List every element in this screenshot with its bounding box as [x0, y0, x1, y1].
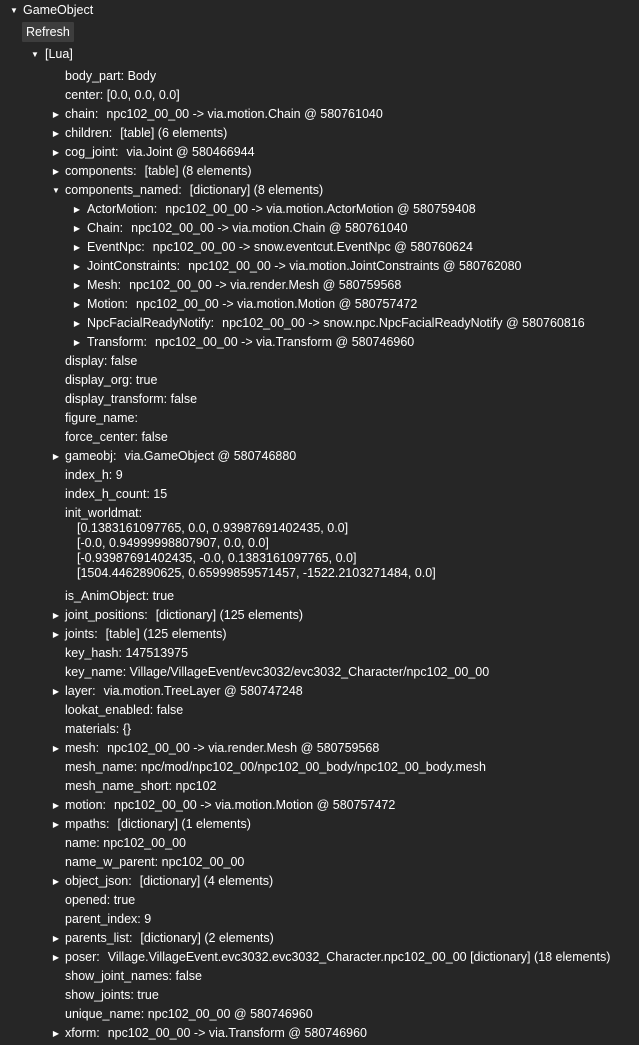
- property-content: lookat_enabled: false: [65, 703, 184, 717]
- property-value: npc102_00_00 -> via.render.Mesh @ 580759568: [107, 741, 380, 755]
- property-value: npc102_00_00 -> snow.npc.NpcFacialReadyNotify @ 580760816: [222, 316, 585, 330]
- property-key: key_name: [65, 665, 123, 679]
- property-content: unique_name: npc102_00_00 @ 580746960: [65, 1007, 313, 1021]
- property-key: materials: [65, 722, 116, 736]
- gameobject-node[interactable]: [8, 1, 93, 20]
- property-content: name_w_parent: npc102_00_00: [65, 855, 245, 869]
- property-value: false: [175, 969, 202, 983]
- collapsed-arrow-icon: ▶: [73, 262, 81, 271]
- collapsed-arrow-icon: ▶: [73, 224, 81, 233]
- property-value: true: [137, 988, 159, 1002]
- property-value: 147513975: [125, 646, 189, 660]
- collapsed-arrow-icon: ▶: [52, 167, 60, 176]
- property-value: npc102: [175, 779, 217, 793]
- property-content: show_joints: true: [65, 988, 159, 1002]
- property-content: children: [table] (6 elements): [65, 126, 228, 140]
- property-key: opened: [65, 893, 107, 907]
- property-value: Body: [127, 69, 157, 83]
- collapsed-arrow-icon: ▶: [52, 687, 60, 696]
- property-content: mesh: npc102_00_00 -> via.render.Mesh @ 580759568: [65, 741, 380, 755]
- property-key: key_hash: [65, 646, 119, 660]
- property-content: key_hash: 147513975: [65, 646, 189, 660]
- property-value: npc102_00_00 @ 580746960: [147, 1007, 313, 1021]
- property-content: mesh_name_short: npc102: [65, 779, 217, 793]
- property-content: opened: true: [65, 893, 136, 907]
- refresh-button[interactable]: Refresh: [22, 22, 74, 42]
- property-content: figure_name:: [65, 411, 138, 425]
- property-key: init_worldmat: [65, 506, 139, 520]
- property-key: show_joint_names: [65, 969, 169, 983]
- property-value: true: [113, 893, 136, 907]
- property-value: [table] (6 elements): [120, 126, 228, 140]
- property-key: joint_positions: [65, 608, 145, 622]
- property-content: Chain: npc102_00_00 -> via.motion.Chain @ 580761040: [87, 221, 408, 235]
- collapsed-arrow-icon: ▶: [52, 744, 60, 753]
- property-value: [dictionary] (2 elements): [140, 931, 274, 945]
- collapsed-arrow-icon: ▶: [52, 148, 60, 157]
- expanded-arrow-icon: ▼: [10, 6, 18, 15]
- property-key: mesh_name: [65, 760, 134, 774]
- property-value: [dictionary] (1 elements): [117, 817, 251, 831]
- property-value: via.Joint @ 580466944: [126, 145, 255, 159]
- property-content: init_worldmat:: [65, 506, 143, 520]
- property-key: children: [65, 126, 109, 140]
- property-value: 9: [115, 468, 123, 482]
- property-content: display_transform: false: [65, 392, 198, 406]
- property-content: poser: Village.VillageEvent.evc3032.evc3032_Character.npc102_00_00 [dictionary] (18 elements): [65, 950, 611, 964]
- property-content: display_org: true: [65, 373, 158, 387]
- property-value: [table] (125 elements): [105, 627, 227, 641]
- lua-label: [Lua]: [45, 47, 73, 61]
- property-content: parents_list: [dictionary] (2 elements): [65, 931, 274, 945]
- property-key: name: [65, 836, 97, 850]
- property-value: [dictionary] (4 elements): [139, 874, 274, 888]
- property-key: components: [65, 164, 134, 178]
- property-value: {}: [122, 722, 132, 736]
- property-value: npc102_00_00 -> via.motion.Motion @ 580757472: [114, 798, 396, 812]
- property-key: chain: [65, 107, 95, 121]
- property-value: via.motion.TreeLayer @ 580747248: [103, 684, 303, 698]
- property-key: index_h_count: [65, 487, 147, 501]
- property-key: JointConstraints: [87, 259, 177, 273]
- property-content: display: false: [65, 354, 138, 368]
- property-value: npc102_00_00 -> via.motion.Motion @ 580757472: [136, 297, 418, 311]
- property-content: materials: {}: [65, 722, 132, 736]
- collapsed-arrow-icon: ▶: [52, 452, 60, 461]
- property-content: layer: via.motion.TreeLayer @ 580747248: [65, 684, 303, 698]
- property-value: via.GameObject @ 580746880: [124, 449, 297, 463]
- property-content: gameobj: via.GameObject @ 580746880: [65, 449, 297, 463]
- property-content: cog_joint: via.Joint @ 580466944: [65, 145, 255, 159]
- property-content: components: [table] (8 elements): [65, 164, 252, 178]
- property-content: mpaths: [dictionary] (1 elements): [65, 817, 251, 831]
- property-value: 9: [144, 912, 152, 926]
- property-content: components_named: [dictionary] (8 elements): [65, 183, 324, 197]
- property-key: display_transform: [65, 392, 164, 406]
- property-value: npc102_00_00 -> via.motion.Chain @ 580761040: [131, 221, 408, 235]
- property-content: object_json: [dictionary] (4 elements): [65, 874, 274, 888]
- property-key: force_center: [65, 430, 135, 444]
- property-content: show_joint_names: false: [65, 969, 202, 983]
- collapsed-arrow-icon: ▶: [52, 934, 60, 943]
- property-key: figure_name: [65, 411, 135, 425]
- collapsed-arrow-icon: ▶: [52, 953, 60, 962]
- matrix-row: [-0.93987691402435, -0.0, 0.1383161097765, 0.0]: [77, 551, 357, 565]
- property-value: [dictionary] (125 elements): [155, 608, 303, 622]
- property-content: name: npc102_00_00: [65, 836, 186, 850]
- property-key: Chain: [87, 221, 120, 235]
- property-key: center: [65, 88, 100, 102]
- property-content: xform: npc102_00_00 -> via.Transform @ 580746960: [65, 1026, 368, 1040]
- property-key: motion: [65, 798, 103, 812]
- property-key: Motion: [87, 297, 125, 311]
- property-key: show_joints: [65, 988, 131, 1002]
- property-value: npc102_00_00 -> via.Transform @ 580746960: [107, 1026, 368, 1040]
- property-key: body_part: [65, 69, 121, 83]
- collapsed-arrow-icon: ▶: [73, 300, 81, 309]
- property-key: parents_list: [65, 931, 129, 945]
- property-key: EventNpc: [87, 240, 142, 254]
- property-key: poser: [65, 950, 97, 964]
- property-value: Village.VillageEvent.evc3032.evc3032_Character.npc102_00_00 [dictionary] (18 elements): [107, 950, 611, 964]
- matrix-row: [1504.4462890625, 0.65999859571457, -1522.2103271484, 0.0]: [77, 566, 436, 580]
- property-content: index_h: 9: [65, 468, 123, 482]
- property-content: force_center: false: [65, 430, 168, 444]
- property-value: npc102_00_00: [103, 836, 186, 850]
- property-key: cog_joint: [65, 145, 116, 159]
- property-value: true: [135, 373, 158, 387]
- property-value: [dictionary] (8 elements): [189, 183, 324, 197]
- property-key: components_named: [65, 183, 179, 197]
- matrix-row: [0.1383161097765, 0.0, 0.93987691402435, 0.0]: [77, 521, 349, 535]
- property-content: is_AnimObject: true: [65, 589, 175, 603]
- property-content: parent_index: 9: [65, 912, 152, 926]
- property-content: Motion: npc102_00_00 -> via.motion.Motion @ 580757472: [87, 297, 418, 311]
- collapsed-arrow-icon: ▶: [52, 877, 60, 886]
- property-value: npc102_00_00 -> via.motion.ActorMotion @ 580759408: [165, 202, 476, 216]
- collapsed-arrow-icon: ▶: [73, 338, 81, 347]
- property-content: center: [0.0, 0.0, 0.0]: [65, 88, 180, 102]
- property-value: Village/VillageEvent/evc3032/evc3032_Character/npc102_00_00: [129, 665, 490, 679]
- property-key: gameobj: [65, 449, 113, 463]
- collapsed-arrow-icon: ▶: [52, 611, 60, 620]
- property-value: 15: [153, 487, 168, 501]
- collapsed-arrow-icon: ▶: [73, 205, 81, 214]
- property-value: false: [156, 703, 184, 717]
- property-content: Transform: npc102_00_00 -> via.Transform @ 580746960: [87, 335, 415, 349]
- gameobject-label: GameObject: [23, 3, 94, 17]
- collapsed-arrow-icon: ▶: [73, 281, 81, 290]
- property-key: mesh: [65, 741, 96, 755]
- collapsed-arrow-icon: ▶: [52, 129, 60, 138]
- property-content: motion: npc102_00_00 -> via.motion.Motion @ 580757472: [65, 798, 396, 812]
- property-value: npc/mod/npc102_00/npc102_00_body/npc102_00_body.mesh: [140, 760, 486, 774]
- property-key: mpaths: [65, 817, 106, 831]
- property-key: ActorMotion: [87, 202, 154, 216]
- property-value: npc102_00_00: [161, 855, 245, 869]
- property-value: [table] (8 elements): [144, 164, 252, 178]
- property-value: false: [170, 392, 198, 406]
- property-key: xform: [65, 1026, 97, 1040]
- property-key: Mesh: [87, 278, 118, 292]
- property-key: parent_index: [65, 912, 138, 926]
- property-key: display_org: [65, 373, 129, 387]
- property-value: npc102_00_00 -> via.render.Mesh @ 580759568: [129, 278, 402, 292]
- lua-node[interactable]: [29, 45, 73, 64]
- property-value: npc102_00_00 -> via.Transform @ 580746960: [154, 335, 415, 349]
- property-content: NpcFacialReadyNotify: npc102_00_00 -> snow.npc.NpcFacialReadyNotify @ 580760816: [87, 316, 585, 330]
- collapsed-arrow-icon: ▶: [52, 110, 60, 119]
- property-value: [0.0, 0.0, 0.0]: [106, 88, 180, 102]
- collapsed-arrow-icon: ▶: [73, 243, 81, 252]
- property-key: NpcFacialReadyNotify: [87, 316, 211, 330]
- collapsed-arrow-icon: ▶: [52, 630, 60, 639]
- property-value: npc102_00_00 -> via.motion.Chain @ 580761040: [106, 107, 383, 121]
- property-content: ActorMotion: npc102_00_00 -> via.motion.ActorMotion @ 580759408: [87, 202, 476, 216]
- property-key: Transform: [87, 335, 144, 349]
- property-value: true: [152, 589, 175, 603]
- property-key: lookat_enabled: [65, 703, 150, 717]
- property-value: npc102_00_00 -> snow.eventcut.EventNpc @ 580760624: [152, 240, 473, 254]
- property-key: joints: [65, 627, 95, 641]
- property-key: name_w_parent: [65, 855, 155, 869]
- expanded-arrow-icon: ▼: [31, 50, 39, 59]
- matrix-row: [-0.0, 0.94999998807907, 0.0, 0.0]: [77, 536, 269, 550]
- property-content: EventNpc: npc102_00_00 -> snow.eventcut.EventNpc @ 580760624: [87, 240, 473, 254]
- property-content: Mesh: npc102_00_00 -> via.render.Mesh @ 580759568: [87, 278, 402, 292]
- property-content: joints: [table] (125 elements): [65, 627, 227, 641]
- property-content: body_part: Body: [65, 69, 157, 83]
- property-value: false: [141, 430, 168, 444]
- property-key: layer: [65, 684, 93, 698]
- property-value: false: [110, 354, 138, 368]
- property-content: JointConstraints: npc102_00_00 -> via.motion.JointConstraints @ 580762080: [87, 259, 522, 273]
- collapsed-arrow-icon: ▶: [52, 820, 60, 829]
- property-content: mesh_name: npc/mod/npc102_00/npc102_00_body/npc102_00_body.mesh: [65, 760, 486, 774]
- property-content: key_name: Village/VillageEvent/evc3032/evc3032_Character/npc102_00_00: [65, 665, 490, 679]
- property-key: object_json: [65, 874, 129, 888]
- property-key: display: [65, 354, 104, 368]
- property-key: unique_name: [65, 1007, 141, 1021]
- property-key: mesh_name_short: [65, 779, 169, 793]
- property-key: is_AnimObject: [65, 589, 146, 603]
- expanded-arrow-icon: ▼: [52, 186, 60, 195]
- property-key: index_h: [65, 468, 109, 482]
- collapsed-arrow-icon: ▶: [52, 1029, 60, 1038]
- property-value: npc102_00_00 -> via.motion.JointConstraints @ 580762080: [188, 259, 522, 273]
- property-content: index_h_count: 15: [65, 487, 168, 501]
- property-content: joint_positions: [dictionary] (125 elements): [65, 608, 303, 622]
- collapsed-arrow-icon: ▶: [52, 801, 60, 810]
- collapsed-arrow-icon: ▶: [73, 319, 81, 328]
- property-content: chain: npc102_00_00 -> via.motion.Chain @ 580761040: [65, 107, 383, 121]
